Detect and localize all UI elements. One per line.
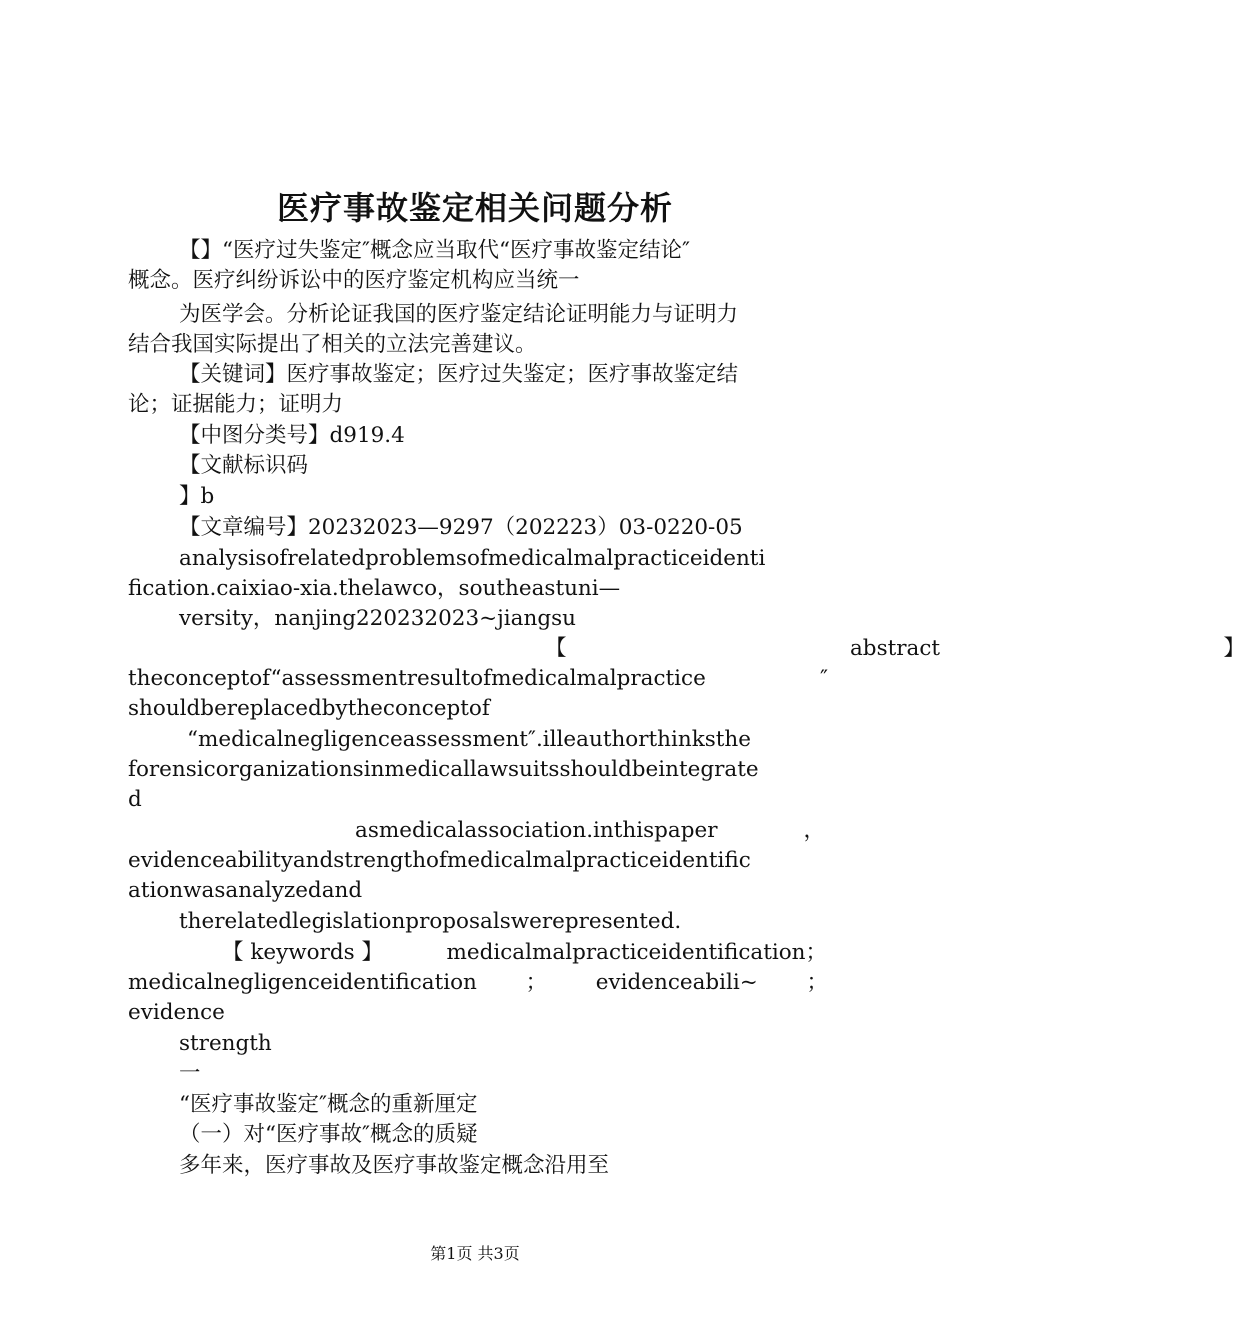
abstract-label: abstract xyxy=(849,636,941,661)
text-line xyxy=(128,664,828,694)
text-line xyxy=(128,968,828,998)
text-line: strength xyxy=(179,1031,272,1056)
bracket-close: 】 xyxy=(1223,636,1245,661)
classification-line: 【中图分类号】d919.4 xyxy=(179,423,405,448)
text-line: 【文献标识码 xyxy=(179,453,309,478)
keyword-item: evidenceabili~ xyxy=(595,970,758,995)
section-number: 一 xyxy=(179,1061,201,1086)
text-line: forensicorganizationsinmedicallawsuitsshouldbeintegrate xyxy=(128,757,759,782)
text-line: 】b xyxy=(179,484,215,509)
text-line: “medicalnegligenceassessment″.illeauthorthinksthe xyxy=(187,727,752,752)
abstract-text: theconceptof“assessmentresultofmedicalmalpractice xyxy=(128,666,706,691)
text-line: 为医学会。分析论证我国的医疗鉴定结论证明能力与证明力 xyxy=(179,302,739,327)
article-number-line: 【文章编号】20232023—9297（202223）03-0220-05 xyxy=(179,515,743,540)
text-line: therelatedlegislationproposalswerepresented. xyxy=(179,909,682,934)
section-heading: “医疗事故鉴定″概念的重新厘定 xyxy=(179,1092,478,1117)
text-line: 多年来，医疗事故及医疗事故鉴定概念沿用至 xyxy=(179,1153,610,1178)
keywords-text: medicalmalpracticeidentification； xyxy=(446,940,827,965)
bracket-open: 【 xyxy=(545,636,567,661)
text-line: shouldbereplacedbytheconceptof xyxy=(128,696,490,721)
text-line: 结合我国实际提出了相关的立法完善建议。 xyxy=(128,332,537,357)
keyword-item: medicalnegligenceidentification xyxy=(128,970,477,995)
keywords-en-line xyxy=(222,938,827,968)
text-line: 论；证据能力；证明力 xyxy=(128,392,344,417)
abstract-heading xyxy=(545,634,1245,664)
text-line: d xyxy=(128,787,142,812)
text-line: 概念。医疗纠纷诉讼中的医疗鉴定机构应当统一 xyxy=(128,268,580,293)
text-line: evidence xyxy=(128,1000,225,1025)
abstract-text: asmedicalassociation.inthispaper xyxy=(355,818,718,843)
separator: ； xyxy=(525,970,548,995)
separator: ； xyxy=(806,970,828,995)
keywords-label: 【 keywords 】 xyxy=(222,940,383,965)
text-line: ationwasanalyzedand xyxy=(128,878,363,903)
quote-mark: ″ xyxy=(819,666,828,691)
text-line: versity，nanjing220232023~jiangsu xyxy=(179,606,576,631)
text-line: fication.caixiao-xia.thelawco，southeastuni— xyxy=(128,576,621,601)
text-line: 【】“医疗过失鉴定″概念应当取代“医疗事故鉴定结论″ xyxy=(179,238,691,263)
keywords-line: 【关键词】医疗事故鉴定；医疗过失鉴定；医疗事故鉴定结 xyxy=(179,362,739,387)
subsection-heading: （一）对“医疗事故″概念的质疑 xyxy=(179,1122,478,1147)
page-title: 医疗事故鉴定相关问题分析 xyxy=(276,189,673,227)
text-line: analysisofrelatedproblemsofmedicalmalpracticeidenti xyxy=(179,546,766,571)
text-line: evidenceabilityandstrengthofmedicalmalpracticeidentific xyxy=(128,848,751,873)
page-footer: 第1页 共3页 xyxy=(430,1244,520,1263)
comma-mark: ， xyxy=(803,818,825,843)
text-line xyxy=(355,816,825,846)
